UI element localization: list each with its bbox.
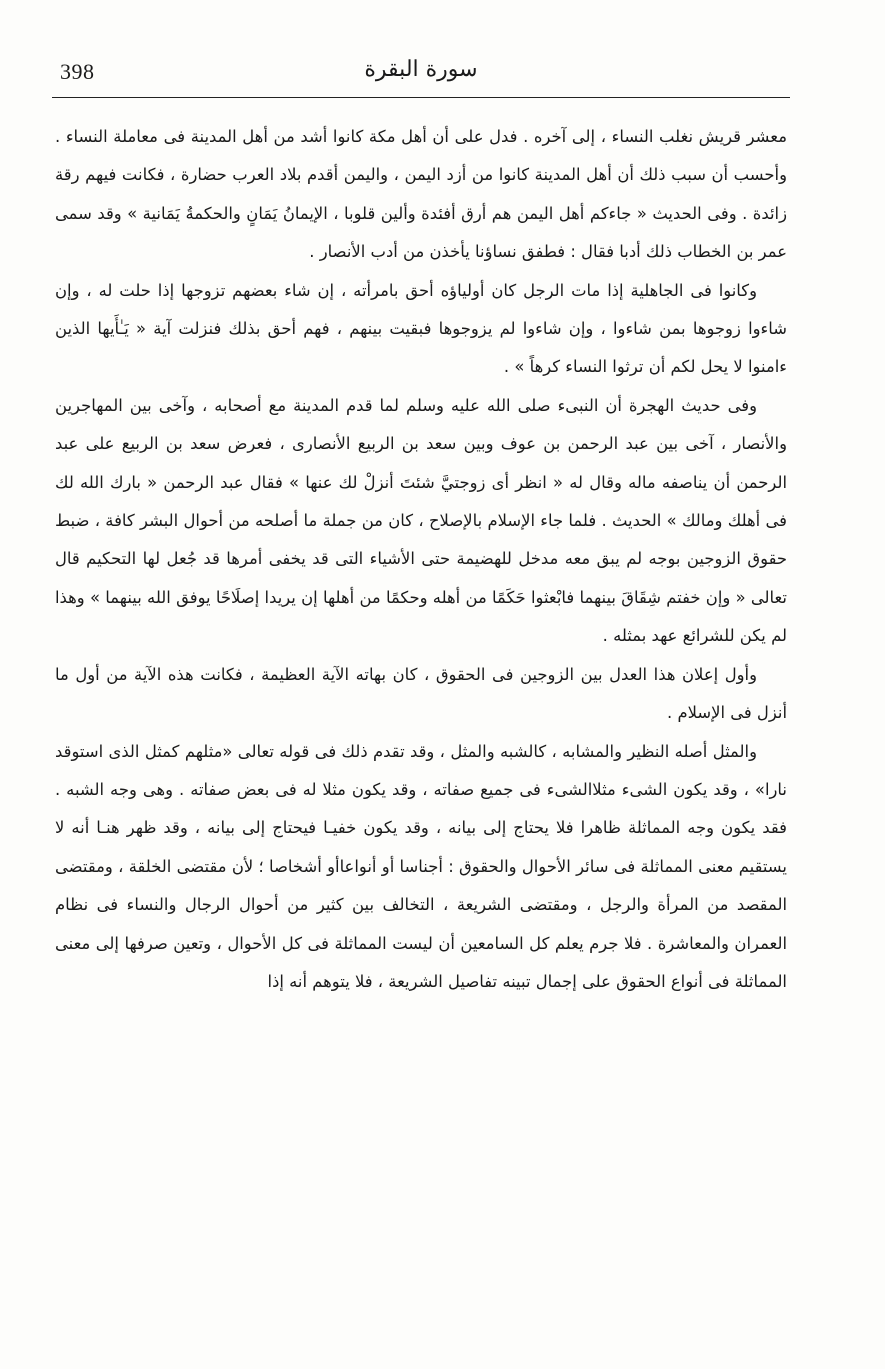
page-number: 398 <box>60 59 95 84</box>
page-body <box>55 118 787 1001</box>
page-header <box>52 55 790 95</box>
paragraph-4: وأول إعلان هذا العدل بين الزوجين فى الحقوق ، كان بهاته الآية العظيمة ، فكانت هذه الآية من أول ما أنزل فى الإسلام . <box>55 664 787 723</box>
paragraph-2: وكانوا فى الجاهلية إذا مات الرجل كان أولياؤه أحق بامرأته ، إن شاء بعضهم تزوجها إذا حلت له ، وإن شاءوا زوجوها بمن شاءوا ، وإن شاءوا لم يزوجوها فبقيت بينهم ، فهم أحق بذلك فنزلت آية « يَـٰأَيها الذين ءامنوا لا يحل لكم أن ترثوا النساء كرهاً » . <box>55 280 787 377</box>
running-title: سورة البقرة <box>364 57 478 82</box>
paragraph-5: والمثل أصله النظير والمشابه ، كالشبه والمثل ، وقد تقدم ذلك فى قوله تعالى «مثلهم كمثل الذى استوقد نارا» ، وقد يكون الشىء مثلاالشىء فى جميع صفاته ، وقد يكون مثلا له فى بعض صفاته . وهى وجه الشبه . فقد يكون وجه المماثلة ظاهرا فلا يحتاج إلى بيانه ، وقد يكون خفيـا فيحتاج إلى بيانه ، وقد ظهر هنـا أنه لا يستقيم معنى المماثلة فى سائر الأحوال والحقوق : أجناسا أو أنواعاأو أشخاصا ؛ لأن مقتضى الخلقة ، ومقتضى المقصد من المرأة والرجل ، ومقتضى الشريعة ، التخالف بين كثير من أحوال الرجال والنساء فى نظام العمران والمعاشرة . فلا جرم يعلم كل السامعين أن ليست المماثلة فى كل الأحوال ، وتعين صرفها إلى معنى المماثلة فى أنواع الحقوق على إجمال تبينه تفاصيل الشريعة ، فلا يتوهم أنه إذا <box>55 741 787 991</box>
header-rule <box>52 97 790 98</box>
paragraph-3: وفى حديث الهجرة أن النبىء صلى الله عليه وسلم لما قدم المدينة مع أصحابه ، وآخى بين المهاجرين والأنصار ، آخى بين عبد الرحمن بن عوف وبين سعد بن الربيع الأنصارى ، فعرض سعد بن الربيع على عبد الرحمن أن يناصفه ماله وقال له « انظر أى زوجتيَّ شئتَ أنزلْ لك عنها » فقال عبد الرحمن « بارك الله لك فى أهلك ومالك » الحديث . فلما جاء الإسلام بالإصلاح ، كان من جملة ما أصلحه من أحوال البشر كافة ، ضبط حقوق الزوجين بوجه لم يبق معه مدخل للهضيمة حتى الأشياء التى قد يخفى أمرها قد جُعل لها التحكيم قال تعالى « وإن خفتم شِقَاقَ بينهما فابْعثوا حَكَمًا من أهله وحكمًا من أهلها إن يريدا إصلَاحًا يوفق الله بينهما » وهذا لم يكن للشرائع عهد بمثله . <box>55 395 787 646</box>
paragraph-1: معشر قريش نغلب النساء ، إلى آخره . فدل على أن أهل مكة كانوا أشد من أهل المدينة فى معاملة النساء . وأحسب أن سبب ذلك أن أهل المدينة كانوا من أزد اليمن ، واليمن أقدم بلاد العرب حضارة ، فكانت فيهم رقة زائدة . وفى الحديث « جاءكم أهل اليمن هم أرق أفئدة وألين قلوبا ، الإيمانُ يَمَانٍ والحكمةُ يَمَانية » وقد سمى عمر بن الخطاب ذلك أدبا فقال : فطفق نساؤنا يأخذن من أدب الأنصار . <box>55 127 787 262</box>
